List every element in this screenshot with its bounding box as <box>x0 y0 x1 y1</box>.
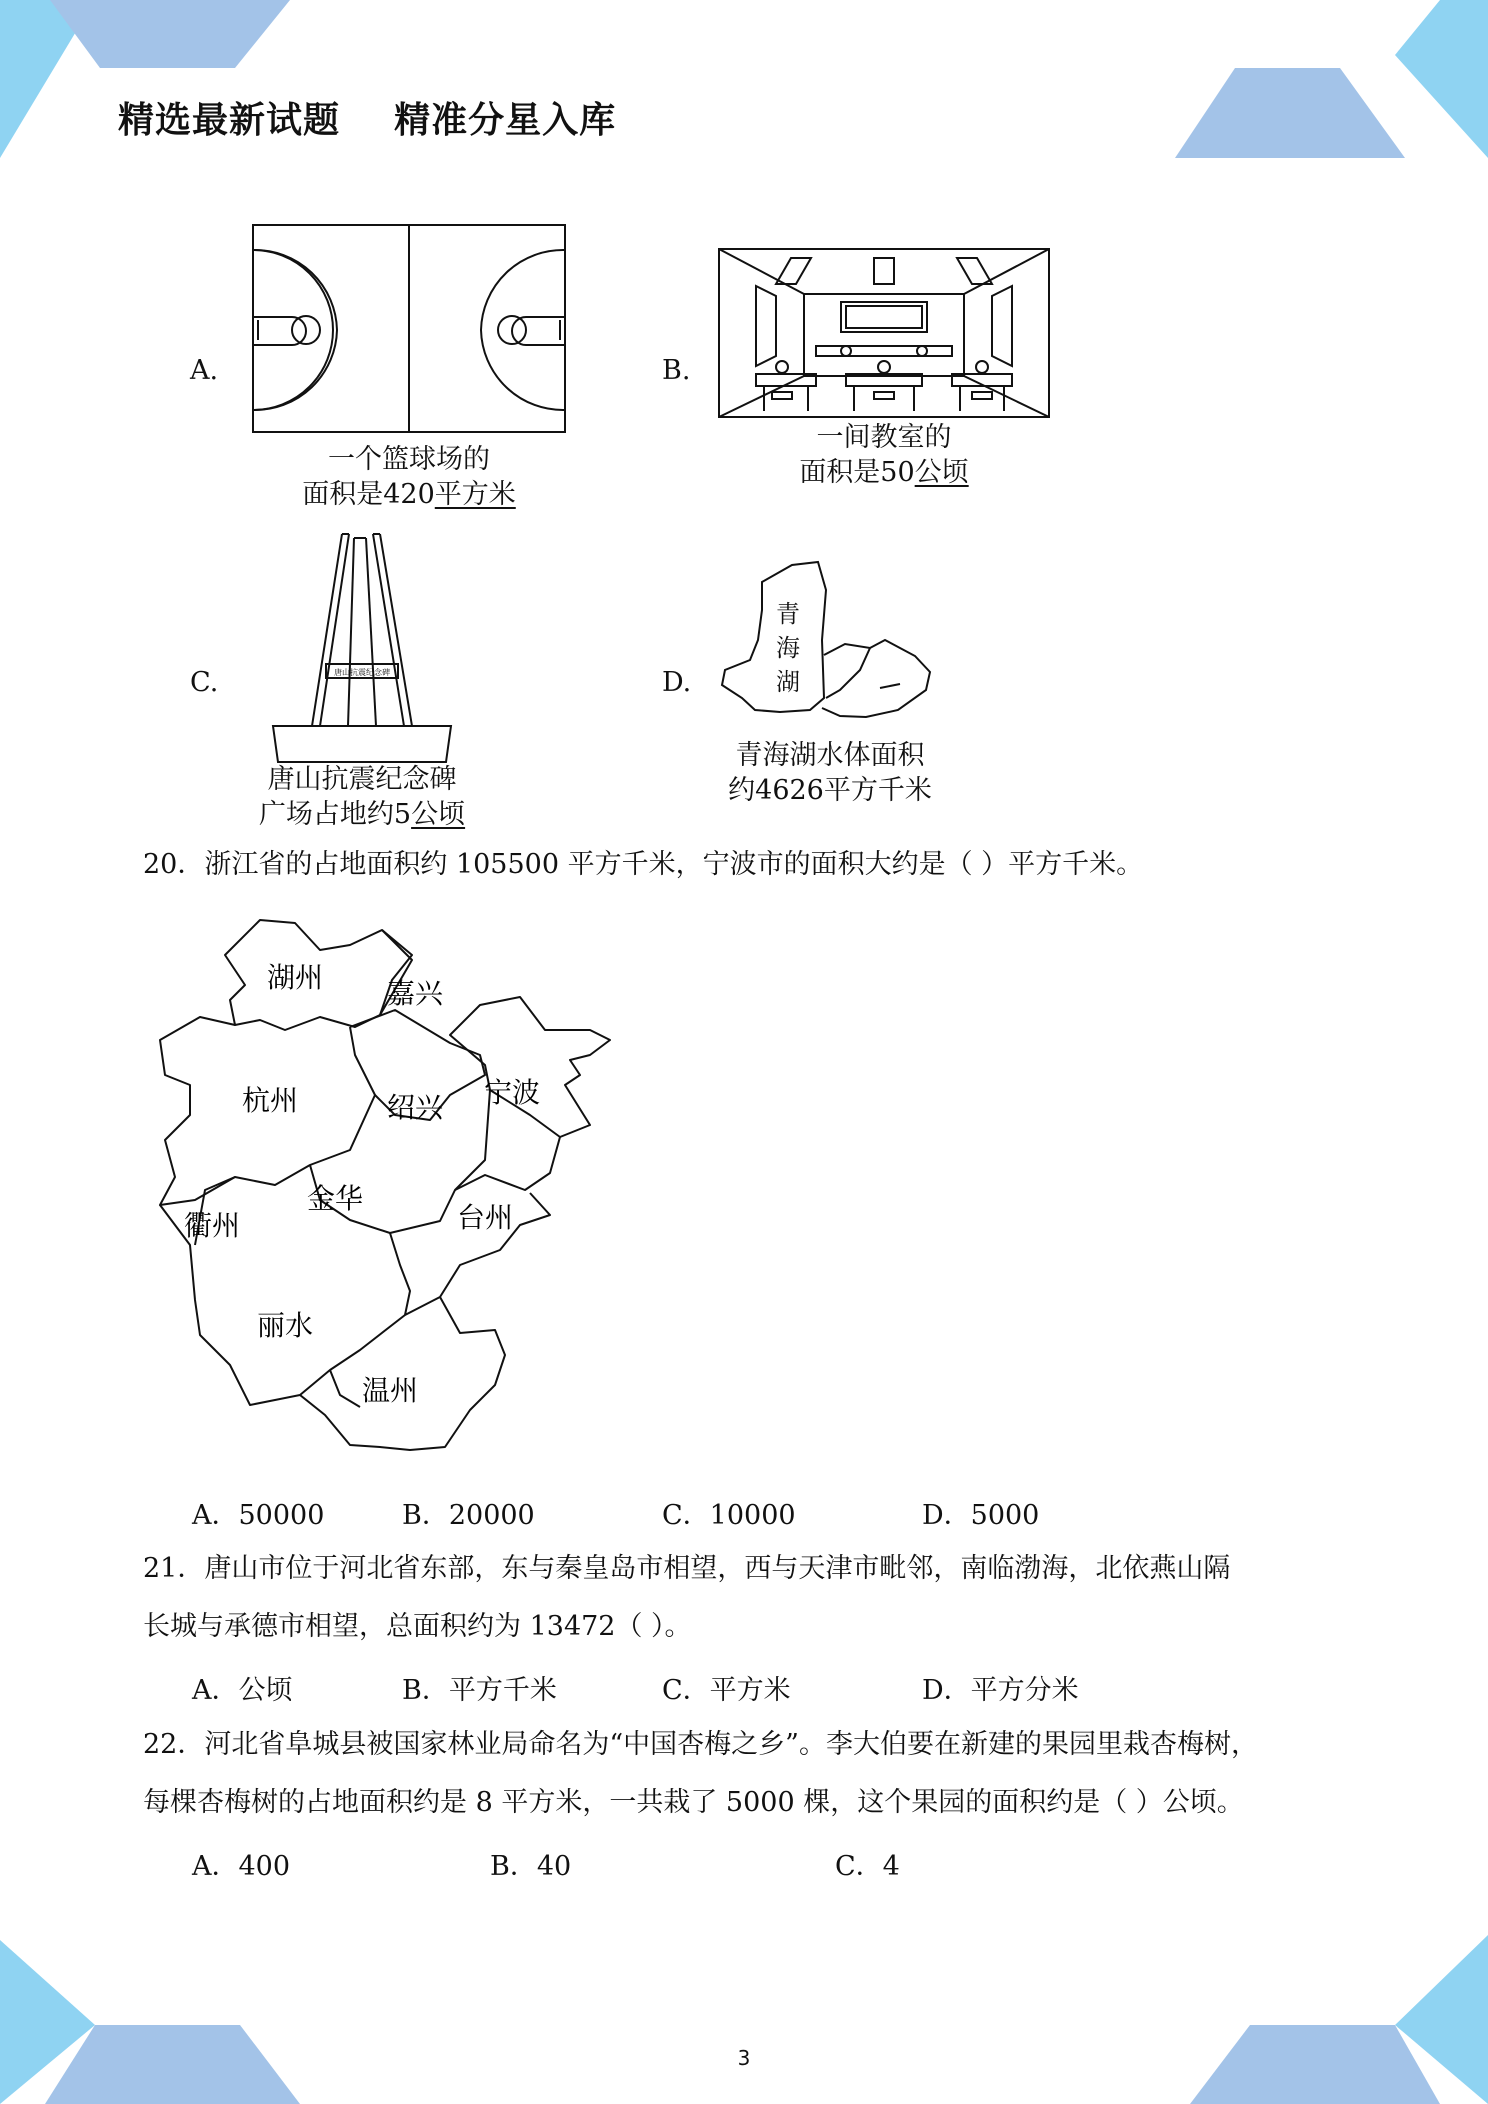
q20-choice-c: C．10000 <box>662 1500 796 1531</box>
map-label-wenzhou: 温州 <box>361 1374 419 1407</box>
map-label-jiaxing: 嘉兴 <box>386 977 444 1010</box>
option-b-caption-line2 <box>716 455 1052 490</box>
question-21-line1: 21．唐山市位于河北省东部，东与秦皇岛市相望，西与天津市毗邻，南临渤海，北依燕山隔 <box>143 1553 1231 1584</box>
monument-plaque-text: 唐山抗震纪念碑 <box>334 668 390 677</box>
option-c-caption-unit: 公顷 <box>411 799 466 830</box>
lake-rock-char-3: 湖 <box>776 668 800 696</box>
option-a-caption <box>250 442 568 512</box>
option-b-caption-value: 面积是50 <box>799 457 915 488</box>
option-b-letter: B. <box>662 355 691 386</box>
q22-choice-b: B．40 <box>490 1851 572 1882</box>
option-c-caption-line2 <box>222 797 502 832</box>
corner-decor-top-right-band <box>1175 68 1405 158</box>
map-label-shaoxing: 绍兴 <box>386 1091 444 1124</box>
option-d-caption <box>700 738 960 808</box>
option-d-caption-line1: 青海湖水体面积 <box>735 740 925 771</box>
q21-choice-b: B．平方千米 <box>402 1675 557 1706</box>
monument-illustration <box>266 528 458 764</box>
q22-choice-a: A．400 <box>192 1851 291 1882</box>
option-a-caption-line2 <box>250 477 568 512</box>
option-c-letter: C. <box>190 667 219 698</box>
option-c-caption-line1: 唐山抗震纪念碑 <box>267 764 457 795</box>
map-label-huzhou: 湖州 <box>266 961 324 994</box>
option-a-caption-unit: 平方米 <box>434 479 516 510</box>
map-label-taizhou: 台州 <box>456 1201 514 1234</box>
option-d-letter: D. <box>662 667 692 698</box>
q20-choice-a: A．50000 <box>192 1500 325 1531</box>
option-c-caption <box>222 762 502 832</box>
option-a-caption-value: 面积是420 <box>302 479 435 510</box>
lake-rock-char-1: 青 <box>776 600 800 628</box>
question-22-line1: 22．河北省阜城县被国家林业局命名为“中国杏梅之乡”。李大伯要在新建的果园里栽杏梅树， <box>143 1729 1258 1760</box>
basketball-court-illustration <box>250 222 568 434</box>
option-a-letter: A. <box>190 355 219 386</box>
q21-choice-d: D．平方分米 <box>922 1675 1079 1706</box>
lake-rock-illustration <box>720 560 940 732</box>
question-22-line2: 每棵杏梅树的占地面积约是 8 平方米，一共栽了 5000 棵，这个果园的面积约是（ ）公顷。 <box>143 1787 1244 1818</box>
lake-rock-char-2: 海 <box>776 634 800 662</box>
option-c-caption-value: 广场占地约5 <box>258 799 412 830</box>
page-number: 3 <box>737 2046 751 2070</box>
zhejiang-map <box>150 915 630 1455</box>
map-label-quzhou: 衢州 <box>183 1209 241 1242</box>
question-21-line2: 长城与承德市相望，总面积约为 13472（ ）。 <box>143 1611 692 1642</box>
question-20-text: 20．浙江省的占地面积约 105500 平方千米，宁波市的面积大约是（ ）平方千米。 <box>143 849 1144 880</box>
option-b-caption-unit: 公顷 <box>914 457 969 488</box>
classroom-illustration <box>716 246 1052 420</box>
q20-choice-d: D．5000 <box>922 1500 1040 1531</box>
option-a-caption-line1: 一个篮球场的 <box>328 444 490 475</box>
q22-choice-c: C．4 <box>835 1851 900 1882</box>
option-b-caption-line1: 一间教室的 <box>816 422 952 453</box>
map-label-hangzhou: 杭州 <box>241 1084 299 1117</box>
q20-choice-b: B．20000 <box>402 1500 535 1531</box>
option-b-caption <box>716 420 1052 490</box>
option-d-caption-line2: 约4626平方千米 <box>728 775 932 806</box>
corner-decor-top-right <box>1395 0 1488 158</box>
map-label-ningbo: 宁波 <box>483 1076 541 1109</box>
q21-choice-c: C．平方米 <box>662 1675 791 1706</box>
corner-decor-top-left-band <box>50 0 290 68</box>
map-label-lishui: 丽水 <box>256 1309 314 1342</box>
map-label-jinhua: 金华 <box>306 1182 364 1215</box>
header-title: 精选最新试题 精准分星入库 <box>118 100 617 141</box>
q21-choice-a: A．公顷 <box>192 1675 293 1706</box>
